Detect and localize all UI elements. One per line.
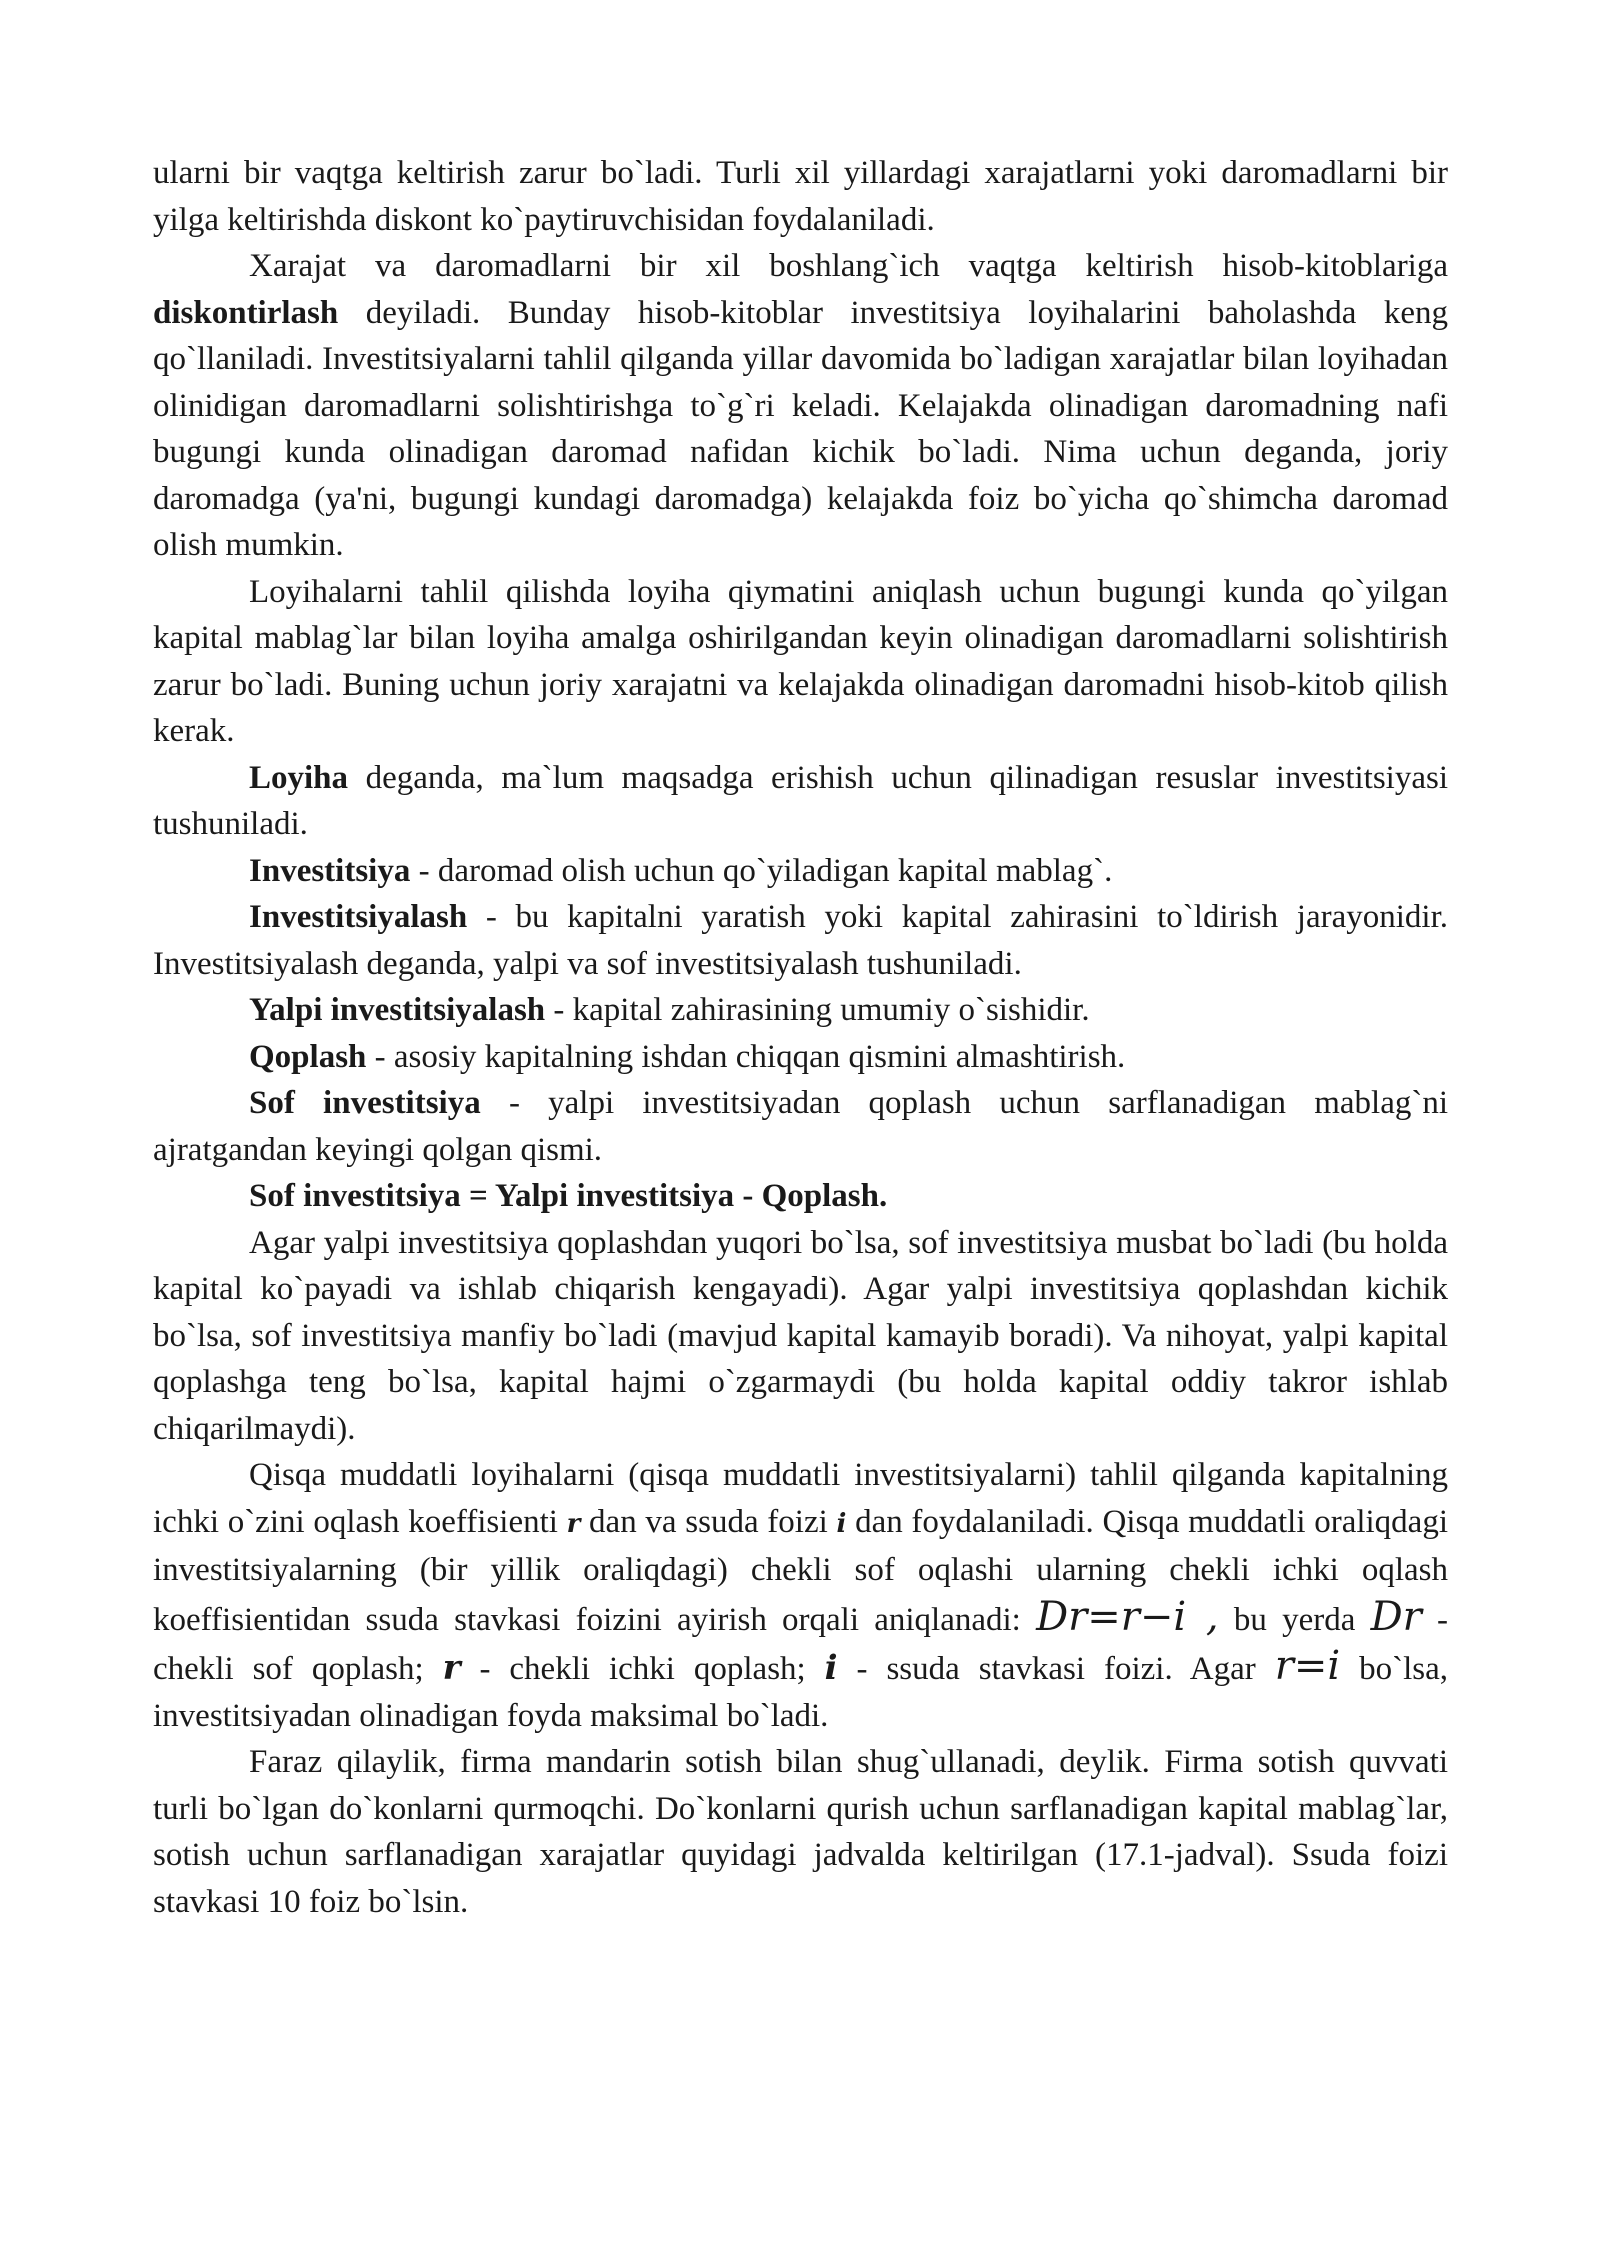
term-diskontirlash: diskontirlash	[153, 294, 339, 331]
symbol-i: i	[824, 1648, 838, 1688]
term-investitsiyalash: Investitsiyalash	[249, 899, 468, 935]
paragraph-text: dan va ssuda foizi	[580, 1503, 837, 1540]
term-qoplash: Qoplash	[249, 1038, 367, 1075]
equation-r-equals-i: r=i	[1274, 1643, 1341, 1689]
formula-text: Sof investitsiya = Yalpi investitsiya - Qoplash.	[249, 1178, 888, 1214]
definition-text: - bu kapitalni yaratish yoki kapital zahirasini to`ldirish jarayonidir. Investitsiyalash deganda, yalpi va sof investitsiyalash tushuniladi.	[153, 899, 1448, 982]
paragraph-text: bu yerda	[1218, 1601, 1371, 1638]
definition-text: - asosiy kapitalning ishdan chiqqan qismini almashtirish.	[366, 1038, 1126, 1075]
paragraph-3: Loyihalarni tahlil qilishda loyiha qiymatini aniqlash uchun bugungi kunda qo`yilgan kapital mablag`lar bilan loyiha amalga oshirilgandan keyin olinadigan daromadlarni solishtirish zarur bo`ladi. Buning uchun joriy xarajatni va kelajakda olinadigan daromadni hisob-kitob qilish kerak.	[153, 573, 1448, 749]
paragraph-text: bo`lsa, investitsiyadan olinadigan foyda maksimal bo`ladi.	[153, 1651, 1448, 1734]
symbol-dr: Dr	[1370, 1593, 1422, 1640]
symbol-r: r	[442, 1648, 461, 1688]
definition-text: - kapital zahirasining umumiy o`sishidir.	[545, 992, 1090, 1028]
definition-text: deganda, ma`lum maqsadga erishish uchun qilinadigan resuslar investitsiyasi tushuniladi.	[153, 759, 1448, 842]
symbol-r: r	[566, 1508, 581, 1539]
term-sof-investitsiya: Sof investitsiya	[249, 1085, 481, 1121]
paragraph-diskontirlash	[153, 243, 1448, 569]
paragraph-text: deyiladi. Bunday hisob-kitoblar investitsiya loyihalarini baholashda keng qo`llaniladi. Investitsiyalarni tahlil qilganda yillar davomida bo`ladigan xarajatlar bilan loyihadan olinidigan daromadlarni solishtirishga to`g`ri keladi. Kelajakda olinadigan daromadning nafi bugungi kunda olinadigan daromad nafidan kichik bo`ladi. Nima uchun deganda, joriy daromadga (ya'ni, bugungi kundagi daromadga) kelajakda foiz bo`yicha qo`shimcha daromad olish mumkin.	[153, 294, 1448, 563]
definition-loyiha	[153, 755, 1448, 848]
paragraph-text: Qisqa muddatli loyihalarni (qisqa muddatli investitsiyalarni) tahlil qilganda kapitalning ichki o`zini oqlash koeffisienti	[153, 1457, 1448, 1540]
term-loyiha: Loyiha	[249, 759, 349, 796]
definition-yalpi-investitsiyalash	[153, 987, 1448, 1034]
paragraph-mandarin-example: Faraz qilaylik, firma mandarin sotish bilan shug`ullanadi, deylik. Firma sotish quvvati turli bo`lgan do`konlarni qurmoqchi. Do`konlarni qurish uchun sarflanadigan kapital mablag`lar, sotish uchun sarflanadigan xarajatlar quyidagi jadvalda keltirilgan (17.1-jadval). Ssuda foizi stavkasi 10 foiz bo`lsin.	[153, 1744, 1448, 1920]
term-yalpi-investitsiyalash: Yalpi investitsiyalash	[249, 992, 546, 1028]
definition-sof-investitsiya	[153, 1080, 1448, 1173]
paragraph-text: - chekli ichki qoplash;	[460, 1651, 825, 1687]
term-investitsiya: Investitsiya	[249, 852, 411, 889]
paragraph-yalpi-vs-qoplash: Agar yalpi investitsiya qoplashdan yuqori bo`lsa, sof investitsiya musbat bo`ladi (bu holda kapital ko`payadi va ishlab chiqarish kengayadi). Agar yalpi investitsiya qoplashdan kichik bo`lsa, sof investitsiya manfiy bo`ladi (mavjud kapital kamayib boradi). Va nihoyat, yalpi kapital qoplashga teng bo`lsa, kapital hajmi o`zgarmaydi (bu holda kapital oddiy takror ishlab chiqarilmaydi).	[153, 1224, 1448, 1447]
definition-text: - yalpi investitsiyadan qoplash uchun sarflanadigan mablag`ni ajratgandan keyingi qolgan qismi.	[153, 1085, 1449, 1168]
paragraph-text: dan foydalaniladi. Qisqa muddatli oraliqdagi investitsiyalarning (bir yillik oraliqdagi) chekli sof oqlashi ularning chekli ichki oqlash koeffisientidan ssuda stavkasi foizini ayirish orqali aniqlanadi:	[153, 1503, 1449, 1638]
definition-qoplash	[153, 1034, 1448, 1081]
paragraph-text: Xarajat va daromadlarni bir xil boshlang`ich vaqtga keltirish hisob-kitoblariga	[249, 248, 1448, 284]
document-page	[153, 150, 1448, 1925]
paragraph-text: - ssuda stavkasi foizi. Agar	[837, 1651, 1275, 1687]
equation-dr: Dr=r−i ,	[1036, 1593, 1219, 1640]
paragraph-qisqa-muddatli	[153, 1452, 1448, 1739]
formula-sof-investitsiya	[153, 1173, 1448, 1220]
definition-text: - daromad olish uchun qo`yiladigan kapital mablag`.	[410, 852, 1113, 889]
paragraph-1: ularni bir vaqtga keltirish zarur bo`ladi. Turli xil yillardagi xarajatlarni yoki daromadlarni bir yilga keltirishda diskont ko`paytiruvchisidan foydalaniladi.	[153, 155, 1448, 238]
definition-investitsiyalash	[153, 894, 1448, 987]
symbol-i: i	[836, 1508, 847, 1539]
paragraph-text: - chekli sof qoplash;	[153, 1601, 1448, 1687]
definition-investitsiya	[153, 848, 1448, 895]
